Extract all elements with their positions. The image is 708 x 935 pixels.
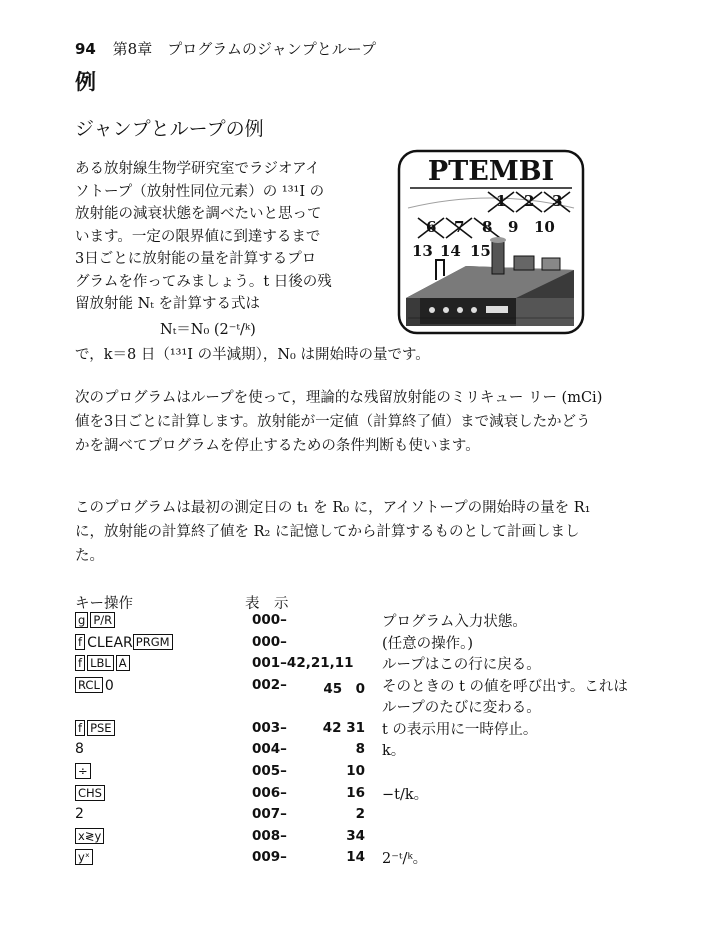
calendar-day: 9 [508,218,519,236]
table-row [75,741,620,763]
key-sequence [75,763,93,780]
key-code: 8 [355,741,365,758]
step-note: ループはこの行に戻る。 [382,657,541,674]
intro-line: 3日ごとに放射能の量を計算するプロ [75,251,317,267]
intro-line: グラムを作ってみましょう。t 日後の残 [75,273,332,290]
table-row [75,763,620,785]
calculator-key: g [75,612,88,628]
intro-line: ソトープ（放射性同位元素）の ¹³¹I の [75,183,325,200]
col-header-display: 表 示 [245,596,289,612]
key-sequence [75,655,132,672]
step-number: 007– [252,806,287,823]
step-note: (任意の操作。) [382,635,474,652]
table-row [75,676,628,720]
key-text: 0 [104,677,114,694]
calendar-day: 7 [454,218,465,236]
table-header [75,592,620,612]
calculator-key: yˣ [75,849,93,865]
key-code: 14 [346,849,365,866]
key-sequence [75,785,107,802]
calculator-key: LBL [87,655,114,671]
step-note: t の表示用に一時停止。 [382,721,538,738]
key-text: CLEAR [87,634,133,651]
calendar-day: 8 [482,218,493,236]
table-row [75,720,620,742]
key-sequence [75,677,114,694]
table-row [75,828,620,850]
calendar-day: 3 [552,192,563,210]
table-row [75,612,620,634]
calculator-key: PSE [87,720,115,736]
calculator-key: f [75,720,85,736]
step-number: 006– [252,784,287,801]
calendar-lab-illustration [396,148,586,336]
step-number: 000– [252,612,287,628]
step-note: そのときの t の値を呼び出す。これはループのたびに変わる。 [382,678,628,716]
step-note: −t/k。 [382,786,429,803]
chapter-title: 第8章 プログラムのジャンプとループ [112,40,377,58]
step-number: 001–42,21,11 [252,655,354,672]
calculator-key: P/R [90,612,115,628]
paragraph-storage-plan: このプログラムは最初の測定日の t₁ を R₀ に，アイソトープの開始時の量を R₁ に，放射能の計算終了値を R₂ に記憶してから計算するものとして計画しました。 [75,500,591,564]
calendar-day: 2 [524,192,535,210]
calendar-month-label: PTEMBI [427,156,555,187]
calculator-key: f [75,634,85,650]
calendar-day: 1 [496,192,507,210]
intro-line: 留放射能 Nₜ を計算する式は [75,296,260,312]
intro-line: ある放射線生物学研究室でラジオアイ [75,161,320,177]
calculator-key: CHS [75,785,105,801]
paragraph-program-description: 次のプログラムはループを使って，理論的な残留放射能のミリキュー リー (mCi) 値を3日ごとに計算します。放射能が一定値（計算終了値）まで減衰したかどうかを調べてプログラムを停止するための条件判断も使います。 [75,390,603,454]
key-code: 16 [346,784,365,801]
table-body [75,612,628,871]
table-row [75,655,620,677]
key-sequence [75,612,117,629]
table-row [75,634,620,656]
intro-line: 放射能の減衰状態を調べたいと思って [75,206,322,222]
calculator-key: x≷y [75,828,104,844]
step-number: 008– [252,827,287,844]
key-code: 42 31 [322,719,365,736]
key-code: 10 [346,762,365,779]
table-row [75,806,620,828]
step-number: 009– [252,849,287,866]
step-number: 002– [252,676,287,693]
step-number: 004– [252,741,287,758]
calculator-key: f [75,655,85,671]
program-listing-table [75,592,628,871]
key-text: 2 [75,806,84,823]
table-row [75,785,620,807]
key-sequence [75,720,117,737]
running-header [75,38,376,59]
col-header-key: キー操作 [75,596,133,612]
key-sequence [75,806,84,822]
key-code: 2 [355,806,365,823]
section-title: 例 [75,69,96,94]
key-sequence [75,634,175,651]
step-note: 2⁻ᵗ/ᵏ。 [382,851,428,868]
subsection-title: ジャンプとループの例 [75,118,264,140]
key-sequence [75,849,95,866]
step-number: 000– [252,633,287,650]
calendar-day: 15 [470,242,491,260]
key-code: 34 [346,827,365,844]
formula-note: で，k＝8 日（¹³¹I の半減期），N₀ は開始時の量です。 [75,347,430,363]
key-code: 45 0 [323,680,365,697]
step-note: プログラム入力状態。 [382,614,527,630]
key-sequence [75,741,84,757]
decay-formula: Nₜ＝N₀ (2⁻ᵗ/ᵏ) [160,322,256,338]
step-number: 005– [252,762,287,779]
intro-text [75,158,375,316]
step-number: 003– [252,719,287,736]
calendar-day: 10 [534,218,555,236]
calculator-key: A [116,655,130,671]
calendar-day: 6 [426,218,437,236]
table-row [75,849,620,871]
calendar-day: 14 [440,242,461,260]
key-sequence [75,828,106,845]
intro-line: います。一定の限界値に到達するまで [75,228,321,245]
step-note: k。 [382,743,406,760]
page-number: 94 [75,40,96,58]
calendar-day: 13 [412,242,433,260]
calculator-key: ÷ [75,763,91,779]
key-text: 8 [75,741,84,758]
calculator-key: RCL [75,677,103,693]
calculator-key: PRGM [133,634,173,650]
